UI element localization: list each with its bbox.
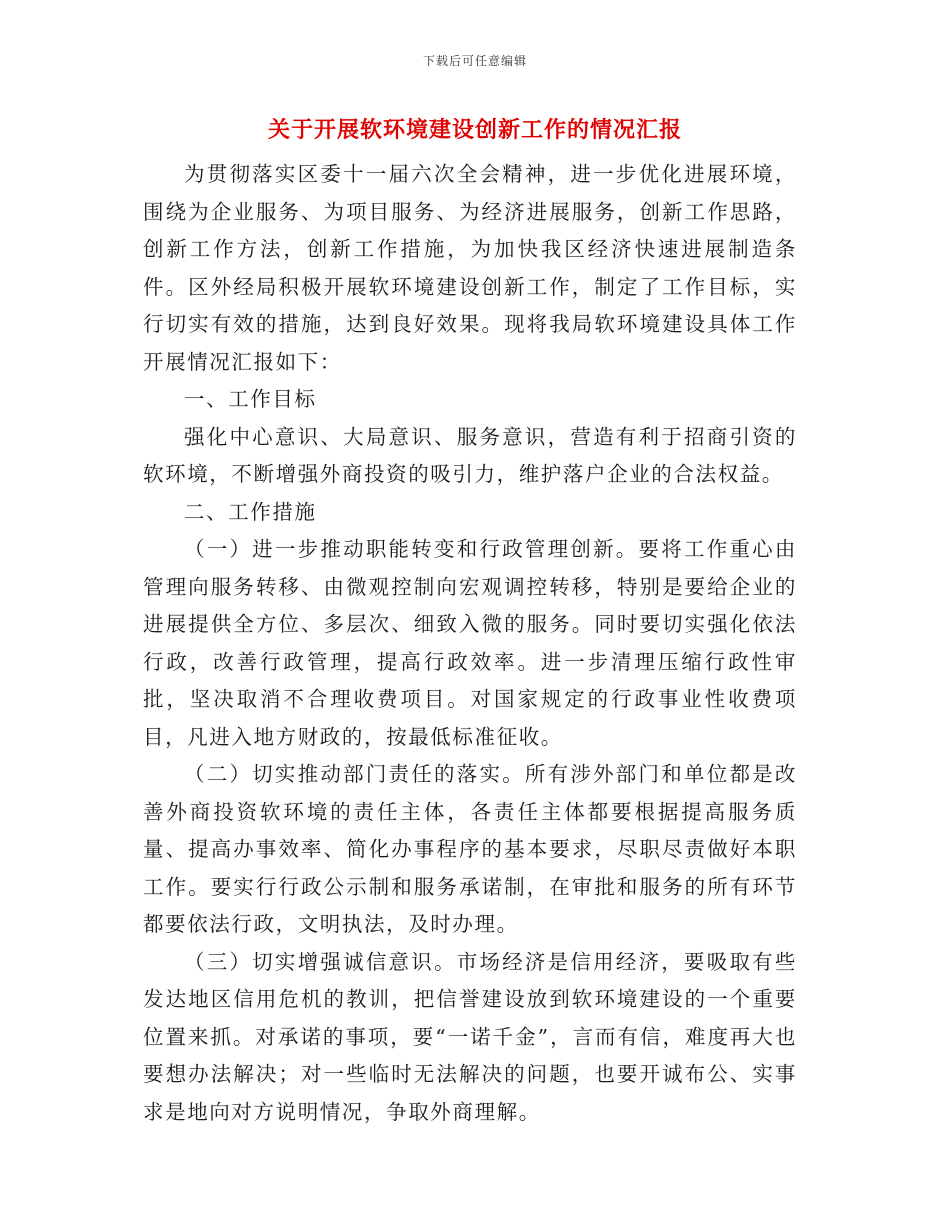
- paragraph-measure-2: （二）切实推动部门责任的落实。所有涉外部门和单位都是改善外商投资软环境的责任主体，各责任主体都要根据提高服务质量、提高办事效率、简化办事程序的基本要求，尽职尽责做好本职工作。要实行行政公示制和服务承诺制，在审批和服务的所有环节都要依法行政，文明执法，及时办理。: [143, 762, 797, 936]
- paragraph-intro: 为贯彻落实区委十一届六次全会精神，进一步优化进展环境，围绕为企业服务、为项目服务、为经济进展服务，创新工作思路，创新工作方法，创新工作措施，为加快我区经济快速进展制造条件。区外经局积极开展软环境建设创新工作，制定了工作目标，实行切实有效的措施，达到良好效果。现将我局软环境建设具体工作开展情况汇报如下：: [143, 162, 797, 374]
- document-title: 关于开展软环境建设创新工作的情况汇报: [267, 117, 682, 143]
- section-heading-goals: 一、工作目标: [184, 387, 317, 411]
- document-body: [143, 156, 797, 1131]
- paragraph-measure-3: （三）切实增强诚信意识。市场经济是信用经济，要吸取有些发达地区信用危机的教训，把信誉建设放到软环境建设的一个重要位置来抓。对承诺的事项，要“一诺千金”，言而有信，难度再大也要想办法解决；对一些临时无法解决的问题，也要开诚布公、实事求是地向对方说明情况，争取外商理解。: [143, 949, 797, 1124]
- paragraph-goals: 强化中心意识、大局意识、服务意识，营造有利于招商引资的软环境，不断增强外商投资的吸引力，维护落户企业的合法权益。: [143, 424, 797, 486]
- paragraph-measure-1: （一）进一步推动职能转变和行政管理创新。要将工作重心由管理向服务转移、由微观控制向宏观调控转移，特别是要给企业的进展提供全方位、多层次、细致入微的服务。同时要切实强化依法行政，改善行政管理，提高行政效率。进一步清理压缩行政性审批，坚决取消不合理收费项目。对国家规定的行政事业性收费项目，凡进入地方财政的，按最低标准征收。: [143, 537, 797, 749]
- section-heading-measures: 二、工作措施: [184, 499, 317, 524]
- page-header: 下载后可任意编辑: [422, 54, 527, 68]
